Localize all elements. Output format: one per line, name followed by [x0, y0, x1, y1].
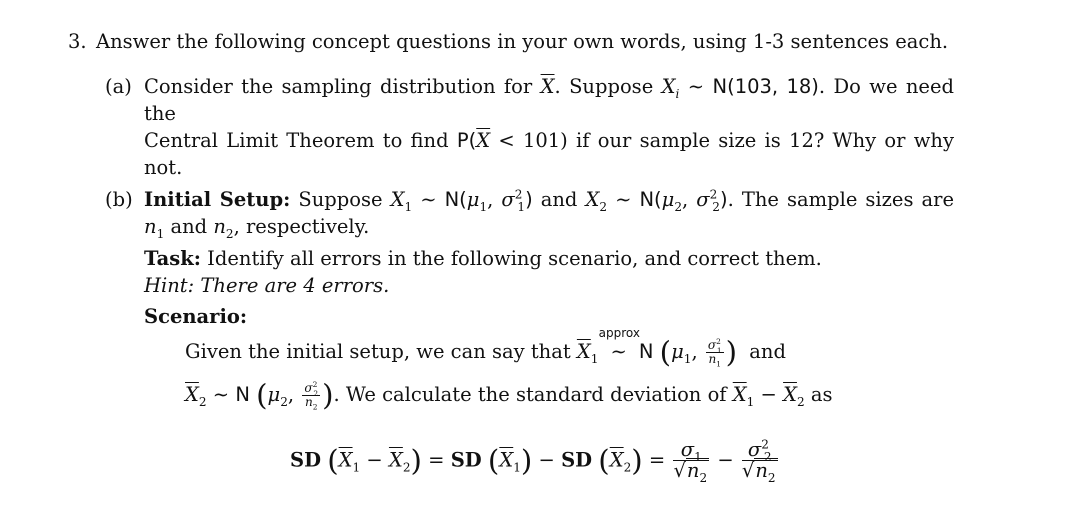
part-a-body: Consider the sampling distribution for $\overline{X}$. Suppose $X_i$ ∼ N(103, 18). Do we need the Central Limit Theorem to find $P(\overline{X} < 101)$ if our sample size is 12? Why or why not. [144, 75, 954, 179]
part-b-label: (b) [105, 188, 133, 211]
scenario-label: Scenario: [144, 305, 248, 328]
scenario-line-2: $\overline{X}_2$ ∼ N ($\mu_2$, $\frac{\sigma^2_2}{n_2}$ ). We calculate the standard deviation of $\overline{X}_1 - \overline{X}_2$ as [185, 378, 833, 412]
question-number: 3. [68, 30, 87, 53]
task-line: Task: Identify all errors in the following scenario, and correct them. [144, 247, 822, 270]
part-a-label: (a) [105, 75, 132, 98]
sd-equation: SD $(\overline{X}_1 - \overline{X}_2)$ = SD $(\overline{X}_1)$ − SD $(\overline{X}_2)$ = $\frac{\sigma_1}{√n_2}$ − $\frac{\sigma^2_2}{√n_2}$ [290, 437, 776, 486]
part-b-setup: Initial Setup: Suppose $X_1$ ∼ $N(\mu_1$, $\sigma^2_1$) and $X_2$ ∼ $N(\mu_2$, $\sigma^2_2$). The sample sizes are $n_1$ and $n_2$, respectively. [144, 187, 954, 241]
x-bar-symbol: $\overline{X}$ [540, 75, 555, 98]
hint-line: Hint: There are 4 errors. [144, 274, 390, 297]
scenario-line-1: Given the initial setup, we can say that $\overline{X}_1$ approx ∼ N ($\mu_1$, $\frac{\sigma^2_1}{n_1}$ ) and [185, 326, 786, 369]
question-prompt: Answer the following concept questions in your own words, using 1-3 sentences each. [96, 30, 949, 53]
